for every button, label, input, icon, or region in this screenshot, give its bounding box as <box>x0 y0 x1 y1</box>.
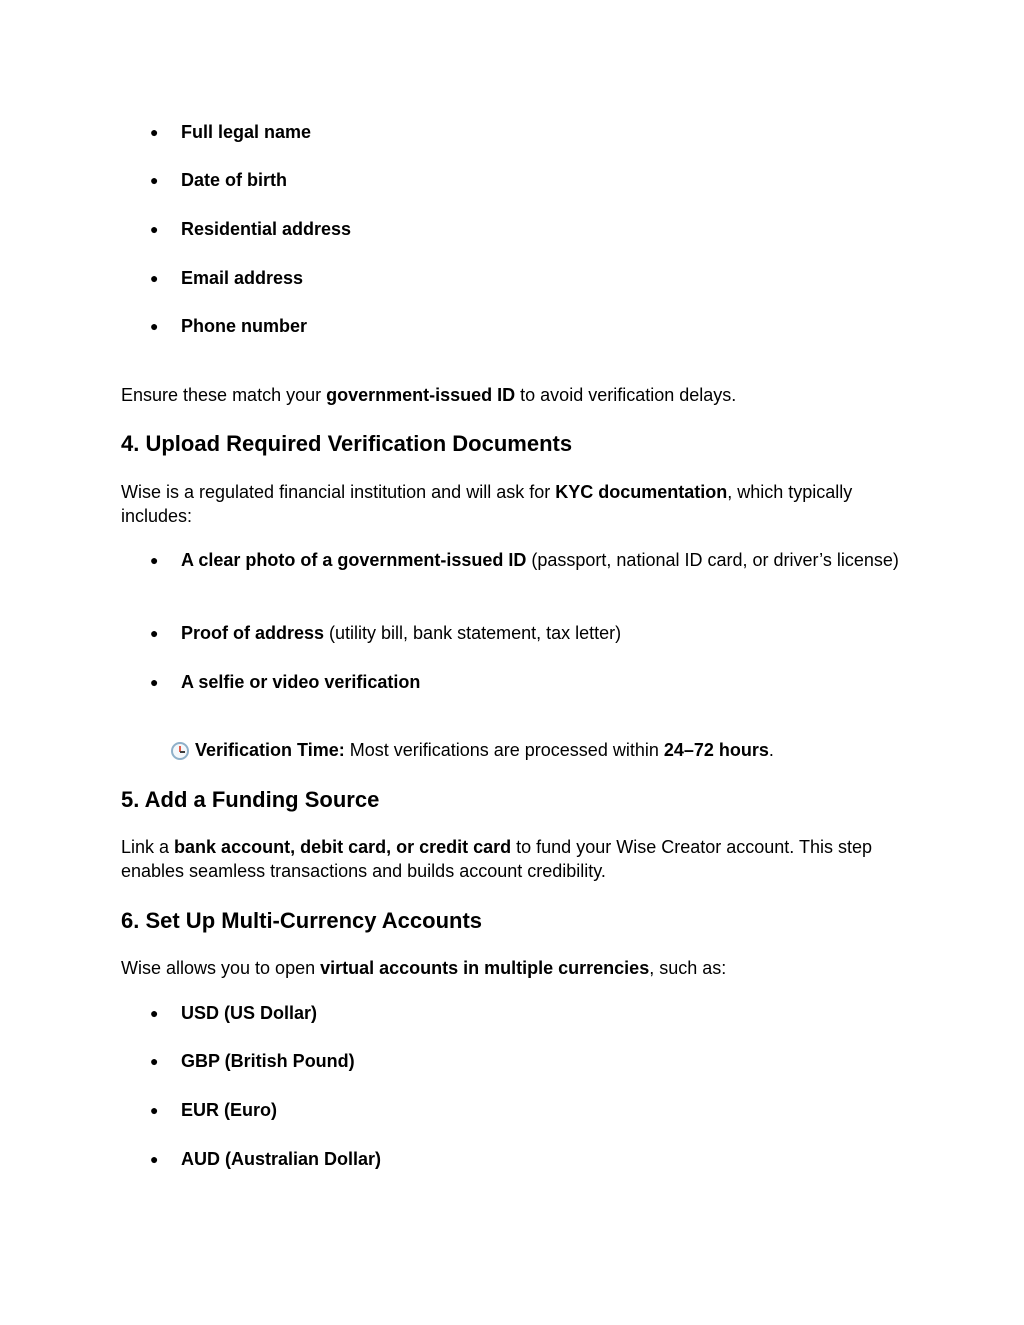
verification-time-note <box>171 738 911 762</box>
list-item-label: Date of birth <box>181 170 287 190</box>
bullet-icon: ● <box>150 1151 159 1167</box>
list-item-label: A clear photo of a government-issued ID <box>181 550 527 570</box>
bullet-icon: ● <box>150 221 159 237</box>
list-item <box>150 1049 901 1073</box>
section-6-heading: 6. Set Up Multi-Currency Accounts <box>121 908 483 933</box>
note-label: Verification Time: <box>195 740 345 760</box>
list-item <box>150 1001 901 1025</box>
list-item <box>150 120 901 144</box>
list-item-label: Phone number <box>181 316 308 336</box>
paragraph-emphasis: virtual accounts in multiple currencies <box>320 958 650 978</box>
paragraph-emphasis: KYC documentation <box>555 482 728 502</box>
paragraph-text: Wise is a regulated financial institution and will ask for <box>121 482 556 502</box>
id-match-paragraph <box>121 383 901 407</box>
list-item <box>150 1098 901 1122</box>
list-item <box>150 1147 901 1171</box>
list-item-label: Full legal name <box>181 122 312 142</box>
list-item <box>150 548 901 572</box>
list-item-label: AUD (Australian Dollar) <box>181 1149 382 1169</box>
list-item-detail: (passport, national ID card, or driver’s license) <box>526 550 899 570</box>
section-6-intro <box>121 956 901 980</box>
list-item-label: Proof of address <box>181 623 325 643</box>
list-item-label: EUR (Euro) <box>181 1100 277 1120</box>
note-text: . <box>768 740 774 760</box>
list-item-detail: (utility bill, bank statement, tax letter) <box>324 623 622 643</box>
note-emphasis: 24–72 hours <box>663 740 769 760</box>
paragraph-text: Link a <box>121 837 175 857</box>
bullet-icon: ● <box>150 625 159 641</box>
clock-icon <box>171 742 189 760</box>
list-item-label: GBP (British Pound) <box>181 1051 355 1071</box>
list-item <box>150 168 901 192</box>
list-item <box>150 266 901 290</box>
list-item <box>150 314 901 338</box>
list-item-label: Email address <box>181 268 304 288</box>
paragraph-text: to fund your Wise Creator account. This step enables seamless transactions and builds account credibility. <box>121 837 872 881</box>
bullet-icon: ● <box>150 1102 159 1118</box>
paragraph-text: , which typically includes: <box>121 482 853 526</box>
list-item-label: A selfie or video verification <box>181 672 421 692</box>
list-item-label: USD (US Dollar) <box>181 1003 318 1023</box>
note-text: Most verifications are processed within <box>344 740 664 760</box>
bullet-icon: ● <box>150 1053 159 1069</box>
list-item <box>150 217 901 241</box>
bullet-icon: ● <box>150 1005 159 1021</box>
paragraph-text: to avoid verification delays. <box>515 385 737 405</box>
paragraph-emphasis: government-issued ID <box>326 385 516 405</box>
bullet-icon: ● <box>150 172 159 188</box>
bullet-icon: ● <box>150 270 159 286</box>
section-4-intro <box>121 480 901 528</box>
section-5-paragraph <box>121 835 901 883</box>
paragraph-emphasis: bank account, debit card, or credit card <box>174 837 512 857</box>
list-item <box>150 621 901 645</box>
paragraph-text: Wise allows you to open <box>121 958 321 978</box>
paragraph-text: , such as: <box>649 958 727 978</box>
bullet-icon: ● <box>150 552 159 568</box>
list-item <box>150 670 901 694</box>
bullet-icon: ● <box>150 674 159 690</box>
section-5-heading: 5. Add a Funding Source <box>121 787 380 812</box>
bullet-icon: ● <box>150 318 159 334</box>
paragraph-text: Ensure these match your <box>121 385 327 405</box>
section-4-heading: 4. Upload Required Verification Documents <box>121 431 573 456</box>
bullet-icon: ● <box>150 124 159 140</box>
list-item-label: Residential address <box>181 219 352 239</box>
